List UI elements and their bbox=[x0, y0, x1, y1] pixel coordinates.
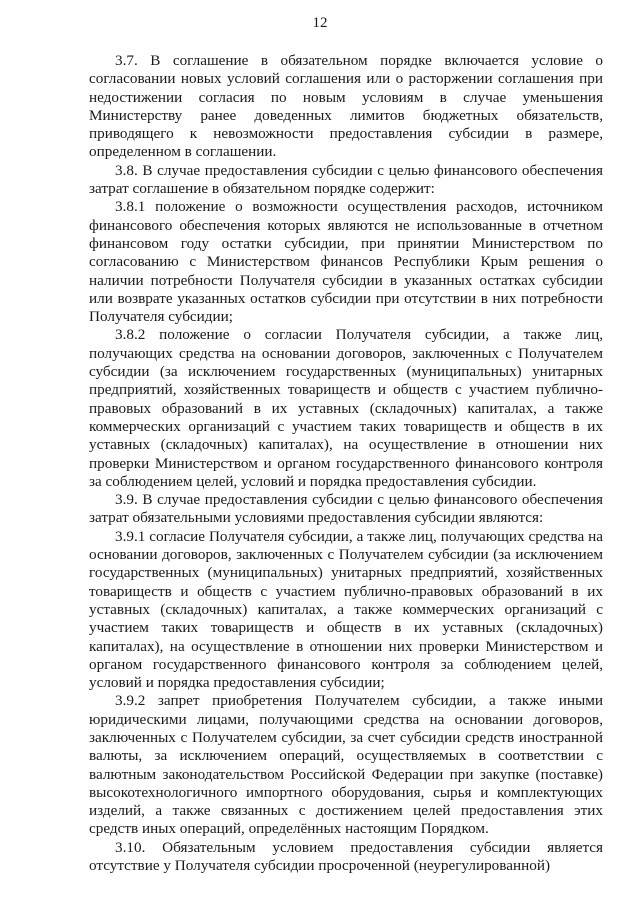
page-number: 12 bbox=[312, 15, 328, 31]
document-body bbox=[89, 52, 603, 875]
paragraph-3-7: 3.7. В соглашение в обязательном порядке включается условие о согласовании новых условий соглашения или о расторжении соглашения при недостижении согласия по новым условиям в случае уменьшения Министерству ранее доведенных лимитов бюджетных обязательств, приводящего к невозможности предоставления субсидии в размере, определенном в соглашении. bbox=[89, 52, 603, 161]
paragraph-3-8-2: 3.8.2 положение о согласии Получателя субсидии, а также лиц, получающих средства на основании договоров, заключенных с Получателем субсидии (за исключением государственных (муниципальных) унитарных предприятий, хозяйственных товариществ и обществ с участием публично-правовых образований в их уставных (складочных) капиталах, а также коммерческих организаций с участием таких товариществ и обществ в их уставных (складочных) капиталах), на осуществление в отношении них проверки Министерством и органом государственного финансового контроля за соблюдением целей, условий и порядка предоставления субсидии. bbox=[89, 326, 603, 490]
paragraph-3-8-1: 3.8.1 положение о возможности осуществления расходов, источником финансового обеспечения которых являются не использованные в отчетном финансовом году остатки субсидии, при принятии Министерством по согласованию с Министерством финансов Республики Крым решения о наличии потребности Получателя субсидии в указанных остатках субсидии или возврате указанных остатков субсидии при отсутствии в них потребности Получателя субсидии; bbox=[89, 198, 603, 326]
paragraph-3-10: 3.10. Обязательным условием предоставления субсидии является отсутствие у Получателя субсидии просроченной (неурегулированной) bbox=[89, 838, 603, 875]
paragraph-3-9: 3.9. В случае предоставления субсидии с целью финансового обеспечения затрат обязательными условиями предоставления субсидии являются: bbox=[89, 491, 603, 527]
paragraph-3-9-2: 3.9.2 запрет приобретения Получателем субсидии, а также иными юридическими лицами, получающими средства на основании договоров, заключенных с Получателем субсидии, за счет субсидии средств иностранной валюты, за исключением операций, осуществляемых в соответствии с валютным законодательством Российской Федерации при закупке (поставке) высокотехнологичного импортного оборудования, сырья и комплектующих изделий, а также связанных с достижением целей предоставления этих средств иных операций, определённых настоящим Порядком. bbox=[89, 692, 603, 838]
paragraph-3-9-1: 3.9.1 согласие Получателя субсидии, а также лиц, получающих средства на основании договоров, заключенных с Получателем субсидии (за исключением государственных (муниципальных) унитарных предприятий, хозяйственных товариществ и обществ с участием публично-правовых образований в их уставных (складочных) капиталах, а также коммерческих организаций с участием таких товариществ и обществ в их уставных (складочных) капиталах), на осуществление в отношении них проверки Министерством и органом государственного финансового контроля за соблюдением целей, условий и порядка предоставления субсидии; bbox=[89, 527, 603, 692]
paragraph-3-8: 3.8. В случае предоставления субсидии с целью финансового обеспечения затрат соглашение в обязательном порядке содержит: bbox=[89, 161, 603, 198]
